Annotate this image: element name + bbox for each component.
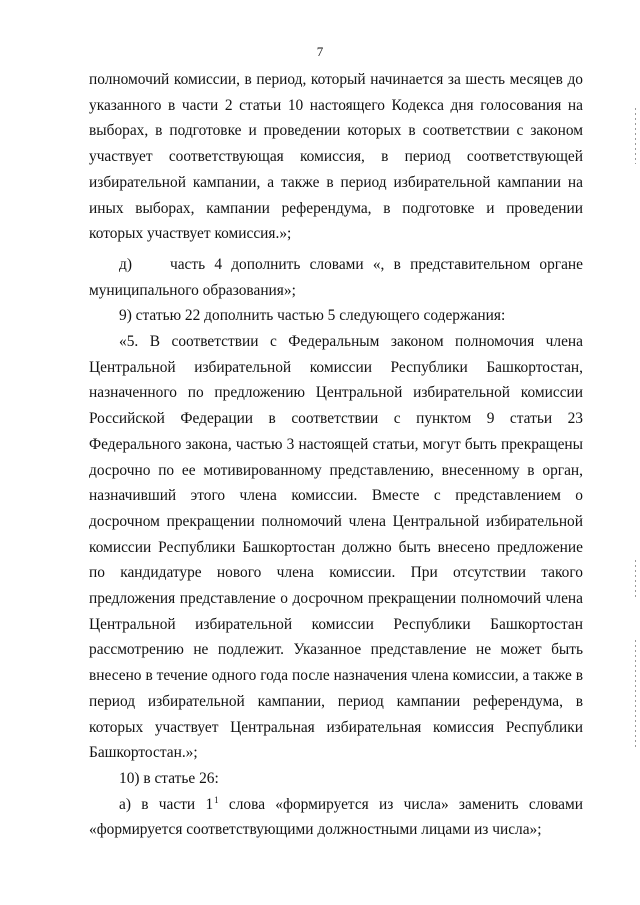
scan-edge-mark: [635, 640, 636, 750]
superscript-index: 1: [214, 794, 219, 805]
paragraph-item-10: 10) в статье 26:: [119, 769, 219, 787]
page-number: 7: [316, 44, 324, 59]
paragraph-item-9: 9) статью 22 дополнить частью 5 следующего содержания:: [119, 307, 506, 325]
document-body: [89, 67, 583, 843]
scan-edge-mark: [635, 108, 636, 164]
item-a-text-end: слова «формируется из числа» заменить словами «формируется соответствующими должностными лицами из числа»;: [89, 795, 583, 839]
paragraph-continuation: полномочий комиссии, в период, который начинается за шесть месяцев до указанного в части 2 статьи 10 настоящего Кодекса дня голосования на выборах, в подготовке и проведении которых в соответствии с законом участвует соответствующая комиссия, в период соответствующей избирательной кампании, а также в период избирательной кампании на иных выборах, кампании референдума, в подготовке и проведении которых участвует комиссия.»;: [89, 71, 583, 243]
item-a-text-start: а) в части 1: [119, 795, 214, 813]
paragraph-quoted-part-5: «5. В соответствии с Федеральным законом полномочия члена Центральной избирательной комиссии Республики Башкортостан, назначенного по предложению Центральной избирательной комиссии Российской Федерации в соответствии с пунктом 9 статьи 23 Федерального закона, частью 3 настоящей статьи, могут быть прекращены досрочно по ее мотивированному представлению, внесенному в орган, назначивший этого члена комиссии. Вместе с представлением о досрочном прекращении полномочий члена Центральной избирательной комиссии Республики Башкортостан должно быть внесено предложение по кандидатуре нового члена комиссии. При отсутствии такого предложения представление о досрочном прекращении полномочий члена Центральной избирательной комиссии Республики Башкортостан рассмотрению не подлежит. Указанное представление не может быть внесено в течение одного года после назначения члена комиссии, а также в период избирательной кампании, период кампании референдума, в которых участвует Центральная избирательная комиссия Республики Башкортостан.»;: [89, 333, 583, 762]
item-label-d: д): [119, 255, 132, 273]
paragraph-item-a: [89, 792, 583, 843]
paragraph-item-d: [89, 252, 583, 303]
scan-edge-mark: [635, 560, 636, 600]
item-text-d: часть 4 дополнить словами «, в представительном органе муниципального образования»;: [89, 255, 583, 299]
